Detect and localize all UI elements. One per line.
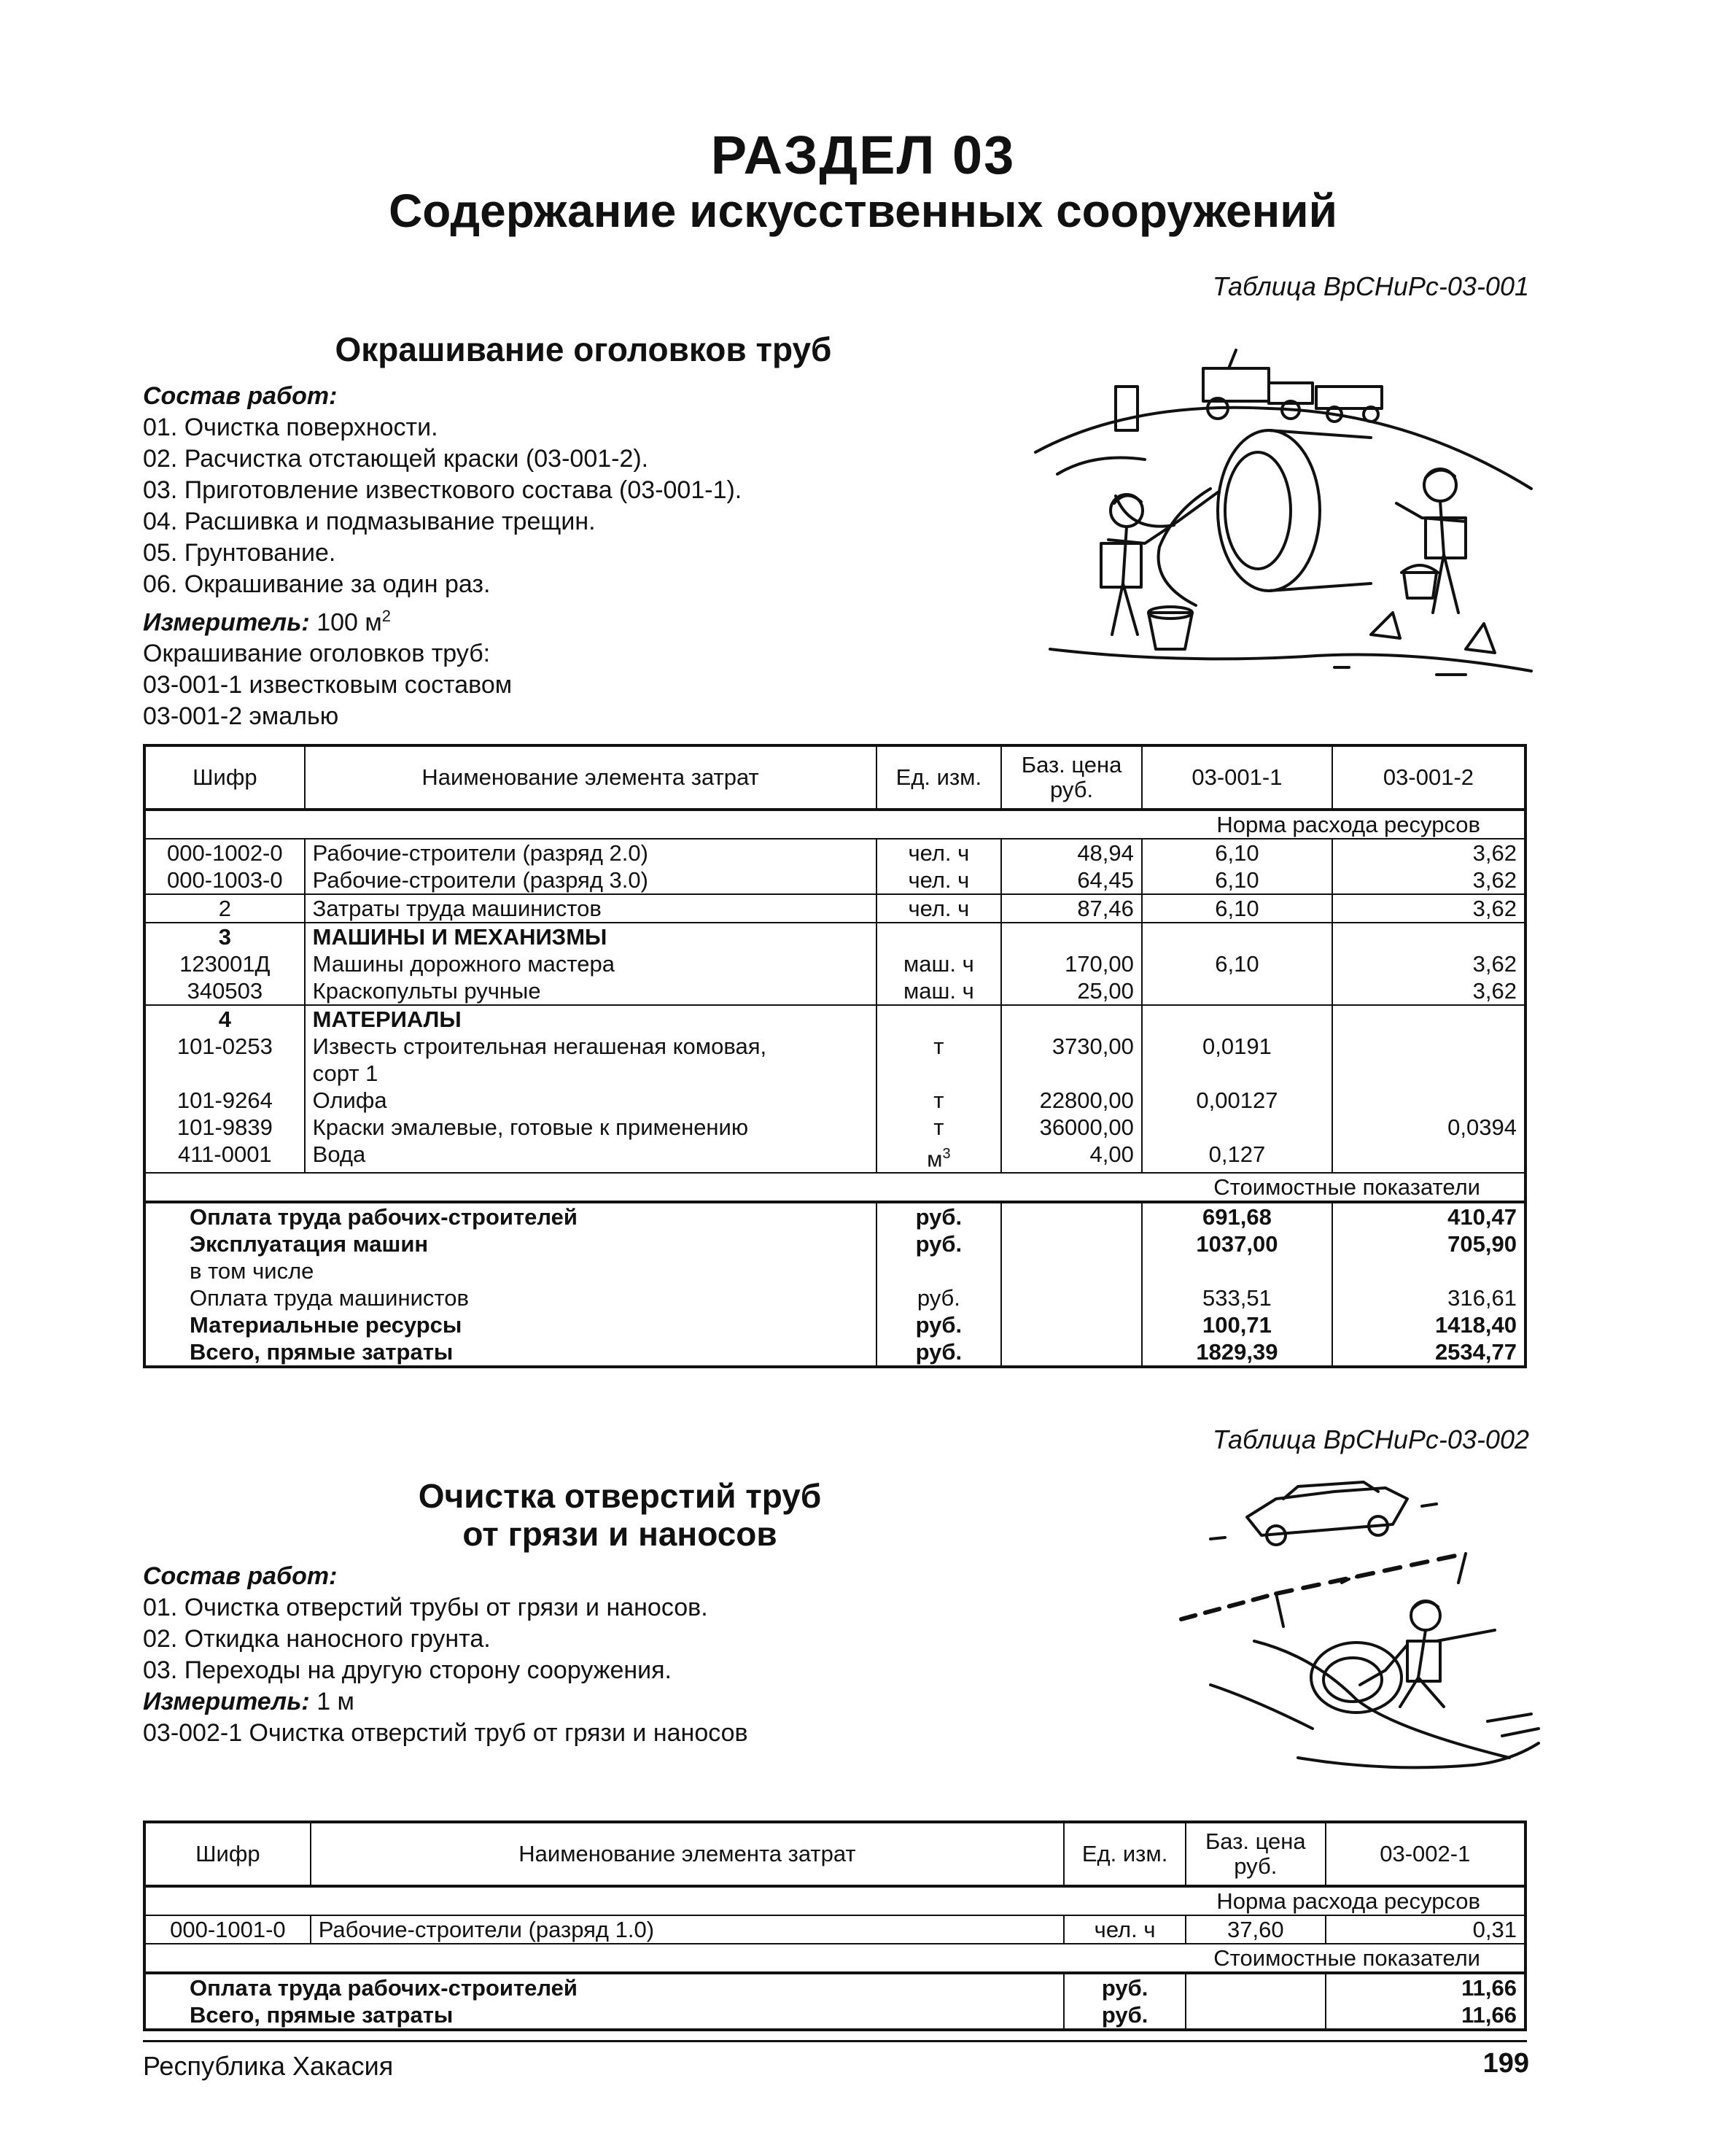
- cell-price: 37,60: [1186, 1915, 1326, 1944]
- cell-name: Рабочие-строители (разряд 2.0): [305, 839, 876, 866]
- cost-value-1: 1829,39: [1142, 1338, 1332, 1367]
- cell-name: МАТЕРИАЛЫ: [305, 1005, 876, 1033]
- cost-value-1: 11,66: [1326, 1973, 1525, 2001]
- table-row: [144, 1060, 1525, 1087]
- cell-price: 4,00: [1001, 1141, 1142, 1173]
- cell-code: 000-1003-0: [167, 867, 283, 893]
- cost-unit: руб.: [876, 1284, 1002, 1311]
- cell-unit: чел. ч: [1064, 1915, 1186, 1944]
- cost-name: в том числе: [190, 1258, 314, 1284]
- cell-value-1: 6,10: [1142, 894, 1332, 923]
- cell-name: МАШИНЫ И МЕХАНИЗМЫ: [305, 923, 876, 950]
- band-row: [144, 1886, 1525, 1915]
- description-line: 03-002-1 Очистка отверстий труб от грязи и наносов: [143, 1719, 748, 1747]
- band-row: [144, 1944, 1525, 1973]
- cell-unit: [876, 1141, 1002, 1173]
- cost-name: Оплата труда машинистов: [190, 1285, 469, 1311]
- header-price: Баз. цена руб.: [1186, 1822, 1326, 1886]
- work-item: 02. Откидка наносного грунта.: [143, 1625, 491, 1653]
- table-1: [143, 744, 1527, 1368]
- cell-price: 22800,00: [1001, 1087, 1142, 1114]
- header-col-1: 03-002-1: [1326, 1822, 1525, 1886]
- header-code: Шифр: [144, 1822, 311, 1886]
- cell-code: 101-9839: [176, 1114, 273, 1140]
- cell-value-1: 0,127: [1142, 1141, 1332, 1173]
- cell-unit: т: [876, 1087, 1002, 1114]
- measure-line: [143, 600, 742, 638]
- cell-unit: т: [876, 1033, 1002, 1060]
- cell-name: Известь строительная негашеная комовая,: [305, 1033, 876, 1060]
- table-2: [143, 1820, 1527, 2031]
- cell-name: Олифа: [305, 1087, 876, 1114]
- cell-name: сорт 1: [305, 1060, 876, 1087]
- band-norm: Норма расхода ресурсов: [1216, 812, 1480, 837]
- table-2-title-line-2: от грязи и наносов: [462, 1515, 777, 1553]
- cost-name: Материальные ресурсы: [190, 1312, 462, 1338]
- work-item: 02. Расчистка отстающей краски (03-001-2).: [143, 445, 649, 473]
- cell-name: Затраты труда машинистов: [305, 894, 876, 923]
- cost-unit: руб.: [876, 1230, 1002, 1257]
- cell-unit: чел. ч: [876, 894, 1002, 923]
- table-2-title: [292, 1477, 948, 1553]
- table-1-title: Окрашивание оголовков труб: [335, 330, 832, 368]
- cell-code: 2: [144, 894, 305, 923]
- workers-painting-illustration: [1028, 343, 1539, 678]
- table-1-id: Таблица ВрСНиРс-03-001: [1212, 271, 1529, 301]
- cell-value-2: 3,62: [1332, 839, 1525, 866]
- cell-code: 000-1001-0: [144, 1915, 311, 1944]
- cell-value-1: 6,10: [1142, 839, 1332, 866]
- cell-code: 411-0001: [177, 1141, 272, 1167]
- cell-code: 101-0253: [176, 1034, 273, 1059]
- table-row: [144, 1915, 1525, 1944]
- cost-unit: руб.: [876, 1311, 1002, 1338]
- cell-price: 48,94: [1001, 839, 1142, 866]
- page-number: 199: [1482, 2048, 1529, 2079]
- table-row: [144, 1114, 1525, 1141]
- works-label: Состав работ:: [143, 1562, 338, 1590]
- cost-value-2: 705,90: [1332, 1230, 1525, 1257]
- section-title: Содержание искусственных сооружений: [389, 185, 1337, 237]
- work-item: 04. Расшивка и подмазывание трещин.: [143, 508, 596, 535]
- cell-unit: т: [876, 1114, 1002, 1141]
- table-row: [144, 1141, 1525, 1173]
- cell-price: 25,00: [1001, 977, 1142, 1005]
- work-item: 05. Грунтование.: [143, 539, 336, 567]
- work-item: 03. Приготовление известкового состава (03-001-1).: [143, 476, 742, 504]
- work-item: 01. Очистка отверстий трубы от грязи и наносов.: [143, 1594, 708, 1621]
- cell-unit: чел. ч: [876, 839, 1002, 866]
- header-price: Баз. цена руб.: [1001, 745, 1142, 810]
- cell-code: 123001Д: [179, 951, 271, 977]
- cell-unit: чел. ч: [876, 866, 1002, 894]
- table-row: [144, 1087, 1525, 1114]
- cell-value-1: 6,10: [1142, 950, 1332, 977]
- cost-row: [144, 1973, 1525, 2001]
- table-row: [144, 1005, 1525, 1033]
- cell-price: 170,00: [1001, 950, 1142, 977]
- cell-unit: маш. ч: [876, 950, 1002, 977]
- works-label: Состав работ:: [143, 382, 338, 410]
- cost-value-1: 533,51: [1142, 1284, 1332, 1311]
- cost-name: Эксплуатация машин: [190, 1231, 429, 1257]
- cell-value-2: 0,0394: [1332, 1114, 1525, 1141]
- cost-row: [144, 1284, 1525, 1311]
- cost-unit: руб.: [876, 1338, 1002, 1367]
- table-row: [144, 1033, 1525, 1060]
- cost-unit: руб.: [1064, 2001, 1186, 2030]
- cost-row: [144, 2001, 1525, 2030]
- worker-cleaning-pipe-illustration: [1167, 1466, 1546, 1787]
- cost-row: [144, 1230, 1525, 1257]
- cell-code: 000-1002-0: [144, 839, 305, 866]
- cell-value-1: 0,0191: [1142, 1033, 1332, 1060]
- measure-value: 1 м: [316, 1688, 354, 1715]
- band-cost: Стоимостные показатели: [144, 1944, 1525, 1973]
- cost-value-1: 1037,00: [1142, 1230, 1332, 1257]
- header-name: Наименование элемента затрат: [305, 745, 876, 810]
- band-row: [144, 1173, 1525, 1202]
- cell-code: 101-9264: [176, 1087, 273, 1113]
- cost-row: [144, 1202, 1525, 1230]
- cost-name: Оплата труда рабочих-строителей: [144, 1202, 876, 1230]
- table-header-row: [144, 1822, 1525, 1886]
- table-2-title-line-1: Очистка отверстий труб: [418, 1477, 822, 1515]
- table-header-row: [144, 745, 1525, 810]
- band-norm: Норма расхода ресурсов: [1216, 1888, 1480, 1914]
- cell-price: 36000,00: [1001, 1114, 1142, 1141]
- cell-name: Машины дорожного мастера: [305, 950, 876, 977]
- cost-value-2: 316,61: [1332, 1284, 1525, 1311]
- cell-value-2: 3,62: [1332, 977, 1525, 1005]
- cost-name: Оплата труда рабочих-строителей: [144, 1973, 1064, 2001]
- work-item: 06. Окрашивание за один раз.: [143, 570, 491, 598]
- table-row: [144, 866, 1525, 894]
- cell-value-2: 3,62: [1332, 866, 1525, 894]
- band-row: [144, 810, 1525, 839]
- table-row: [144, 977, 1525, 1005]
- cell-value-1: 0,31: [1326, 1915, 1525, 1944]
- cost-unit: руб.: [1064, 1973, 1186, 2001]
- cell-value-2: 3,62: [1332, 894, 1525, 923]
- description-line: Окрашивание оголовков труб:: [143, 640, 491, 668]
- cell-value-1: 0,00127: [1142, 1087, 1332, 1114]
- band-cost: Стоимостные показатели: [144, 1173, 1525, 1202]
- cost-name: Всего, прямые затраты: [190, 1339, 454, 1365]
- measure-label: Измеритель:: [143, 1688, 310, 1715]
- measure-label: Измеритель:: [143, 608, 310, 637]
- table-row: [144, 839, 1525, 866]
- cell-code: 340503: [187, 978, 263, 1004]
- header-unit: Ед. изм.: [876, 745, 1002, 810]
- cost-value-2: 1418,40: [1332, 1311, 1525, 1338]
- work-item: 03. Переходы на другую сторону сооружения.: [143, 1656, 672, 1684]
- cost-row: [144, 1311, 1525, 1338]
- cell-name: Рабочие-строители (разряд 3.0): [305, 866, 876, 894]
- cell-price: 3730,00: [1001, 1033, 1142, 1060]
- header-col-1: 03-001-1: [1142, 745, 1332, 810]
- measure-sup: 2: [381, 607, 391, 625]
- unit-text: м: [927, 1146, 943, 1172]
- cost-value-1: 11,66: [1326, 2001, 1525, 2030]
- cost-value-2: 410,47: [1332, 1202, 1525, 1230]
- cost-row: [144, 1338, 1525, 1367]
- cell-value-2: 3,62: [1332, 950, 1525, 977]
- cell-name: Рабочие-строители (разряд 1.0): [311, 1915, 1064, 1944]
- measure-value: 100 м: [316, 608, 382, 637]
- footer-region: Республика Хакасия: [143, 2051, 394, 2081]
- cell-price: 64,45: [1001, 866, 1142, 894]
- section-code: РАЗДЕЛ 03: [710, 125, 1016, 185]
- cell-code: 3: [144, 923, 305, 950]
- work-item: 01. Очистка поверхности.: [143, 414, 438, 441]
- cell-value-1: 6,10: [1142, 866, 1332, 894]
- cell-name: Вода: [305, 1141, 876, 1173]
- measure-line: [143, 1686, 748, 1718]
- cell-name: Краскопульты ручные: [305, 977, 876, 1005]
- cost-value-2: 2534,77: [1332, 1338, 1525, 1367]
- cost-row: [144, 1257, 1525, 1284]
- table-1-works: [143, 381, 742, 732]
- cost-value-1: 100,71: [1142, 1311, 1332, 1338]
- unit-sup: 3: [942, 1146, 951, 1162]
- table-2-id: Таблица ВрСНиРс-03-002: [1212, 1424, 1529, 1454]
- header-name: Наименование элемента затрат: [311, 1822, 1064, 1886]
- table-row: [144, 950, 1525, 977]
- header-code: Шифр: [144, 745, 305, 810]
- description-line: 03-001-1 известковым составом: [143, 671, 513, 699]
- cost-value-1: 691,68: [1142, 1202, 1332, 1230]
- cell-code: 4: [144, 1005, 305, 1033]
- cost-unit: руб.: [876, 1202, 1002, 1230]
- header-unit: Ед. изм.: [1064, 1822, 1186, 1886]
- cost-name: Всего, прямые затраты: [190, 2002, 454, 2028]
- table-2-works: [143, 1561, 748, 1749]
- footer-divider: [143, 2040, 1527, 2042]
- cell-unit: маш. ч: [876, 977, 1002, 1005]
- cell-name: Краски эмалевые, готовые к применению: [305, 1114, 876, 1141]
- header-col-2: 03-001-2: [1332, 745, 1525, 810]
- table-row: [144, 894, 1525, 923]
- table-row: [144, 923, 1525, 950]
- cell-price: 87,46: [1001, 894, 1142, 923]
- description-line: 03-001-2 эмалью: [143, 702, 339, 731]
